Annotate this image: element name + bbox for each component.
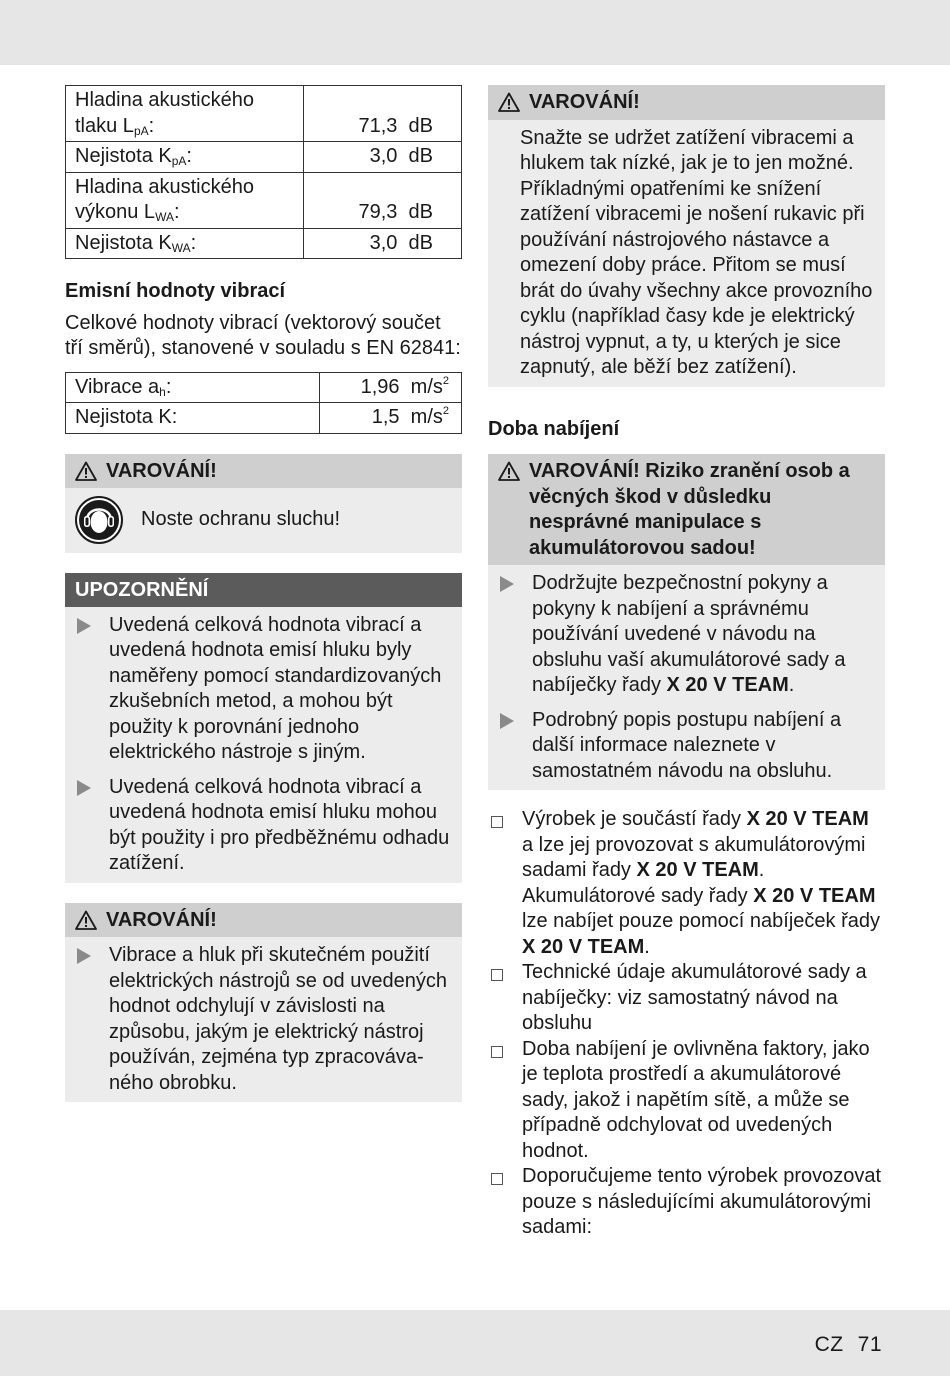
notice-title: UPOZORNĚNÍ bbox=[75, 579, 209, 601]
table-cell-value: 71,3 dB bbox=[304, 86, 462, 142]
language-code: CZ bbox=[814, 1333, 844, 1356]
square-bullet-icon bbox=[491, 969, 503, 981]
warning-vibration-load-box bbox=[488, 85, 885, 387]
notice-box bbox=[65, 573, 462, 883]
warning-triangle-icon bbox=[75, 910, 97, 930]
warning-vibration-load-text: Snažte se udržet zatížení vibracemi a hlukem tak nízké, jak je to jen možné. Příkladnými opatřeními ke snížení zatížení vibracemi je nošení rukavic při používání nástrojového nástavce a omezení doby práce. Přitom se musí brát do úvahy všechny akce provozního cyklu (například časy kde je elektrický nástroj vypnut, a ty, u kterých je sice zapnutý, ale běží bez zatížení). bbox=[520, 126, 873, 378]
ear-protection-row bbox=[65, 488, 462, 553]
table-row bbox=[66, 142, 462, 173]
charging-warning-body bbox=[488, 565, 885, 790]
charging-list bbox=[488, 807, 885, 1241]
table-cell-label: Nejistota $K_{WA}$: bbox=[66, 228, 304, 259]
warning-header bbox=[65, 454, 462, 489]
list-item: Podrobný popis postupu nabíjení a další informace naleznete v samostatném návodu na obsluhu. bbox=[498, 708, 877, 785]
page-number: 71 bbox=[857, 1333, 882, 1356]
notice-header bbox=[65, 573, 462, 607]
charging-heading: Doba nabíjení bbox=[488, 417, 620, 440]
table-row bbox=[66, 372, 462, 403]
warning-title: VAROVÁNÍ! bbox=[106, 459, 217, 482]
square-bullet-icon bbox=[491, 816, 503, 828]
warning-deviation-box bbox=[65, 903, 462, 1103]
list-item: Technické údaje akumulátorové sady a nabíječky: viz samostatný návod na obsluhu bbox=[488, 960, 885, 1037]
footer-band bbox=[0, 1310, 950, 1376]
header-band bbox=[0, 0, 950, 65]
right-column bbox=[488, 85, 885, 1241]
warning-triangle-icon bbox=[75, 461, 97, 481]
table-cell-label: Hladina akustického tlaku $L_{pA}$: bbox=[66, 86, 304, 142]
table-cell-value: 79,3 dB bbox=[304, 172, 462, 228]
acoustic-values-table bbox=[65, 85, 462, 259]
table-cell-value: 1,5 $m/s^2$ bbox=[320, 403, 462, 434]
warning-deviation-body bbox=[65, 937, 462, 1102]
warning-header bbox=[488, 454, 885, 565]
vibration-intro: Celkové hodnoty vibrací (vektorový součet tří směrů), stanovené v souladu s EN 62841: bbox=[65, 311, 461, 359]
triangle-bullet-icon bbox=[500, 576, 514, 592]
list-item: Doporučujeme tento výrobek provozovat pouze s následujícími akumulátorovými sadami: bbox=[488, 1164, 885, 1241]
notice-body bbox=[65, 607, 462, 883]
charging-warning-title: VAROVÁNÍ! Riziko zranění osob a věcných škod v důsledku nesprávné manipulace s akumulátorovou sadou! bbox=[529, 460, 850, 559]
table-cell-label: Vibrace $a_h$: bbox=[66, 372, 320, 403]
table-cell-value: 3,0 dB bbox=[304, 228, 462, 259]
triangle-bullet-icon bbox=[77, 780, 91, 796]
page-footer bbox=[815, 1332, 882, 1358]
table-row bbox=[66, 172, 462, 228]
table-cell-label: Hladina akustického výkonu $L_{WA}$: bbox=[66, 172, 304, 228]
list-item: Uvedená celková hodnota vibrací a uvedená hodnota emisí hluku mohou být použity i pro předběžnému odhadu zatížení. bbox=[75, 775, 454, 877]
list-item: Doba nabíjení je ovlivněna faktory, jako je teplota prostředí a akumulátorové sady, jakož i napětím sítě, a může se případně odchylovat od uvedených hodnot. bbox=[488, 1037, 885, 1165]
table-row bbox=[66, 86, 462, 142]
triangle-bullet-icon bbox=[500, 713, 514, 729]
vibration-heading: Emisní hodnoty vibrací bbox=[65, 280, 286, 302]
list-item: Výrobek je součástí řady X 20 V TEAM a lze jej provozovat s akumulátorovými sadami řady X 20 V TEAM. Akumulátorové sady řady X 20 V TEAM lze nabíjet pouze pomocí nabíječek řady X 20 V TEAM. bbox=[488, 807, 885, 960]
warning-header bbox=[488, 85, 885, 120]
list-item: Dodržujte bezpečnostní pokyny a pokyny k nabíjení a správnému používání uvedené v návodu na obsluhu vaší akumulátorové sady a nabíječky řady X 20 V TEAM. bbox=[498, 571, 877, 699]
square-bullet-icon bbox=[491, 1046, 503, 1058]
vibration-values-table bbox=[65, 372, 462, 434]
table-cell-value: 3,0 dB bbox=[304, 142, 462, 173]
table-cell-label: Nejistota K: bbox=[66, 403, 320, 434]
square-bullet-icon bbox=[491, 1173, 503, 1185]
charging-warning-box bbox=[488, 454, 885, 790]
hearing-protection-text: Noste ochranu sluchu! bbox=[141, 508, 341, 531]
ear-protection-icon bbox=[75, 496, 123, 544]
warning-title: VAROVÁNÍ! bbox=[106, 908, 217, 931]
warning-hearing-box bbox=[65, 454, 462, 554]
warning-title: VAROVÁNÍ! bbox=[529, 91, 640, 113]
warning-triangle-icon bbox=[498, 92, 520, 112]
left-column bbox=[65, 85, 462, 1102]
list-item: Uvedená celková hodnota vibrací a uvedená hodnota emisí hluku byly naměřeny pomocí standardizovaných zkušebních metod, a mohou být použity k porovnání jednoho elektrického nástroje s jiným. bbox=[75, 613, 454, 766]
table-cell-label: Nejistota $K_{pA}$: bbox=[66, 142, 304, 173]
warning-triangle-icon bbox=[498, 461, 520, 481]
table-row bbox=[66, 228, 462, 259]
table-cell-value: 1,96 $m/s^2$ bbox=[320, 372, 462, 403]
table-row bbox=[66, 403, 462, 434]
triangle-bullet-icon bbox=[77, 948, 91, 964]
warning-header bbox=[65, 903, 462, 938]
triangle-bullet-icon bbox=[77, 618, 91, 634]
list-item: Vibrace a hluk při skutečném použití elektrických nástrojů se od uvedených hodnot odchylují v závislosti na způsobu, jakým je elektrický nástroj používán, zejména typ zpracovávaného obrobku. bbox=[75, 943, 454, 1096]
